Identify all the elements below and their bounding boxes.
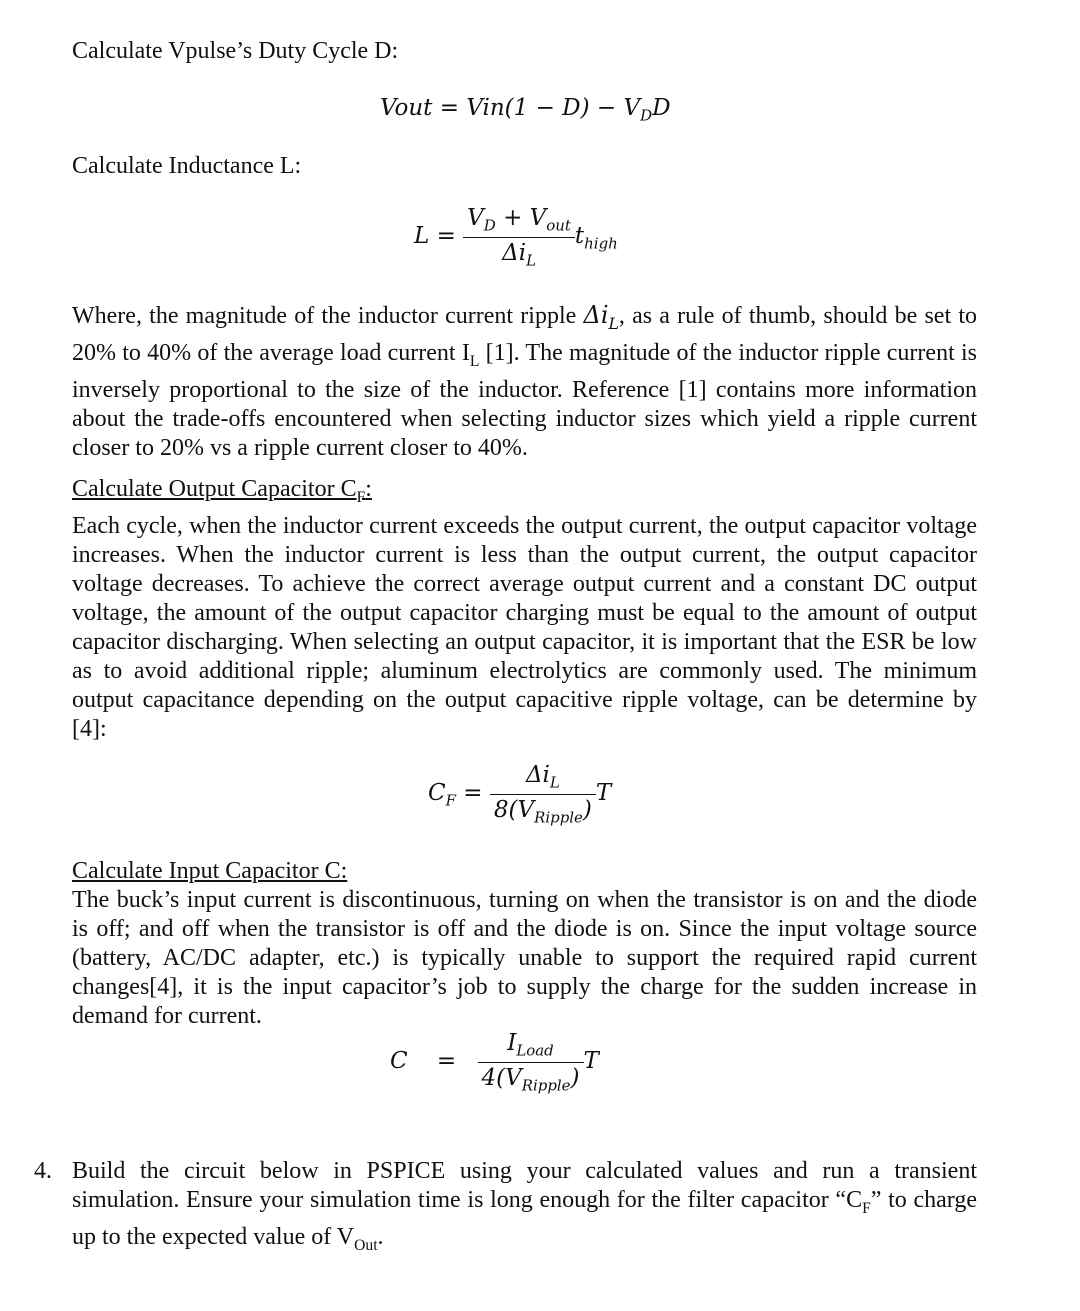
- inductance-equation: L = $\frac{V_D + V_{out}}{\Delta i_L}$ $t_{high}$: [414, 205, 618, 270]
- step-4-text: Build the circuit below in PSPICE using your calculated values and run a transient simulation. Ensure your simulation time is long enough for the filter capacitor “$C_F$” to charge up to the expected value of $V_{Out}$.: [72, 1158, 977, 1254]
- duty-cycle-heading: Calculate Vpulse’s Duty Cycle D:: [72, 38, 399, 64]
- input-capacitor-body: The buck’s input current is discontinuous, turning on when the transistor is on and the diode is off; and off when the transistor is off and the diode is on. Since the input voltage source (battery, AC/DC adapter, etc.) is typically unable to support the required rapid current changes[4], it is the input capacitor’s job to supply the charge for the sudden increase in demand for current.: [72, 887, 977, 1029]
- inductance-heading: Calculate Inductance L:: [72, 153, 302, 179]
- output-capacitor-heading: Calculate Output Capacitor $C_F$:: [72, 476, 372, 506]
- output-capacitor-body: Each cycle, when the inductor current exceeds the output current, the output capacitor voltage increases. When the inductor current is less than the output current, the output capacitor voltage decreases. To achieve the correct average output current and a constant DC output voltage, the amount of the output capacitor charging must be equal to the amount of output capacitor discharging. When selecting an output capacitor, it is important that the ESR be low as to avoid additional ripple; aluminum electrolytics are commonly used. The minimum output capacitance depending on the output capacitive ripple voltage, can be determine by [4]:: [72, 512, 977, 742]
- step-number: 4.: [34, 1158, 52, 1184]
- input-capacitor-section: [72, 857, 977, 1031]
- output-capacitor-equation: $C_F$ = $\frac{\Delta i_L}{8(V_{Ripple})}$ T: [428, 762, 612, 827]
- duty-cycle-equation: Vout = $Vin(1 - D) - V_DD$: [380, 95, 671, 125]
- input-capacitor-equation: C = $\frac{I_{Load}}{4(V_{Ripple})}$ T: [390, 1030, 599, 1095]
- inductor-ripple-paragraph: Where, the magnitude of the inductor current ripple $\Delta i_L$, as a rule of thumb, should be set to 20% to 40% of the average load current $I_L$ [1]. The magnitude of the inductor ripple current is inversely proportional to the size of the inductor. Reference [1] contains more information about the trade-offs encountered when selecting inductor sizes which yield a ripple current closer to 20% vs a ripple current closer to 40%.: [72, 301, 978, 461]
- output-capacitor-section: [72, 475, 977, 744]
- input-capacitor-heading: Calculate Input Capacitor C:: [72, 858, 348, 884]
